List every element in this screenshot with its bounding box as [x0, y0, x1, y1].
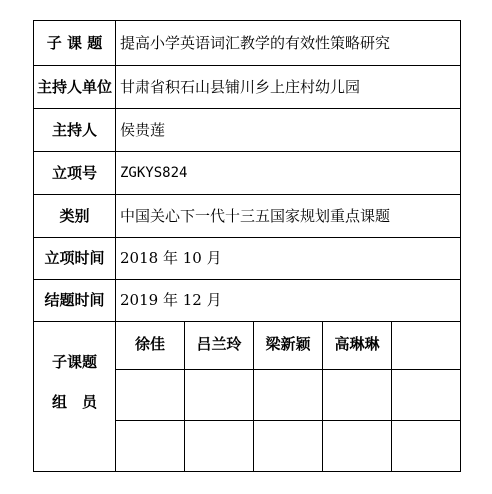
- members-label-line1: 子课题: [51, 352, 97, 371]
- completion-date-label: 结题时间: [44, 291, 105, 309]
- host-value: 侯贵莲: [120, 120, 166, 139]
- project-number-label: 立项号: [51, 163, 97, 182]
- member-name: 梁新颖: [265, 334, 311, 353]
- host-unit-label: 主持人单位: [36, 77, 112, 96]
- member-name: 徐佳: [134, 334, 165, 353]
- category-value: 中国关心下一代十三五国家规划重点课题: [120, 206, 391, 225]
- subproject-title: 提高小学英语词汇教学的有效性策略研究: [120, 33, 391, 52]
- member-name: [392, 324, 460, 364]
- members-grid-divider: [115, 420, 461, 421]
- member-name: 吕兰玲: [196, 334, 242, 353]
- approval-date-value: 2018 年 10 月: [120, 249, 222, 267]
- member-name: 高琳琳: [334, 334, 380, 353]
- subproject-label: 子 课 题: [46, 33, 103, 52]
- completion-date-value: 2019 年 12 月: [120, 291, 222, 309]
- category-label: 类别: [59, 206, 90, 225]
- table-border-right: [460, 20, 461, 472]
- table-row-divider: [33, 321, 461, 322]
- members-grid-divider: [115, 369, 461, 370]
- table-border-bottom: [33, 471, 461, 472]
- members-label-line2: 组 员: [51, 392, 97, 411]
- host-unit-value: 甘肃省积石山县铺川乡上庄村幼儿园: [120, 77, 361, 96]
- project-number-value: ZGKYS824: [120, 165, 188, 181]
- host-label: 主持人: [51, 120, 97, 139]
- approval-date-label: 立项时间: [44, 249, 105, 267]
